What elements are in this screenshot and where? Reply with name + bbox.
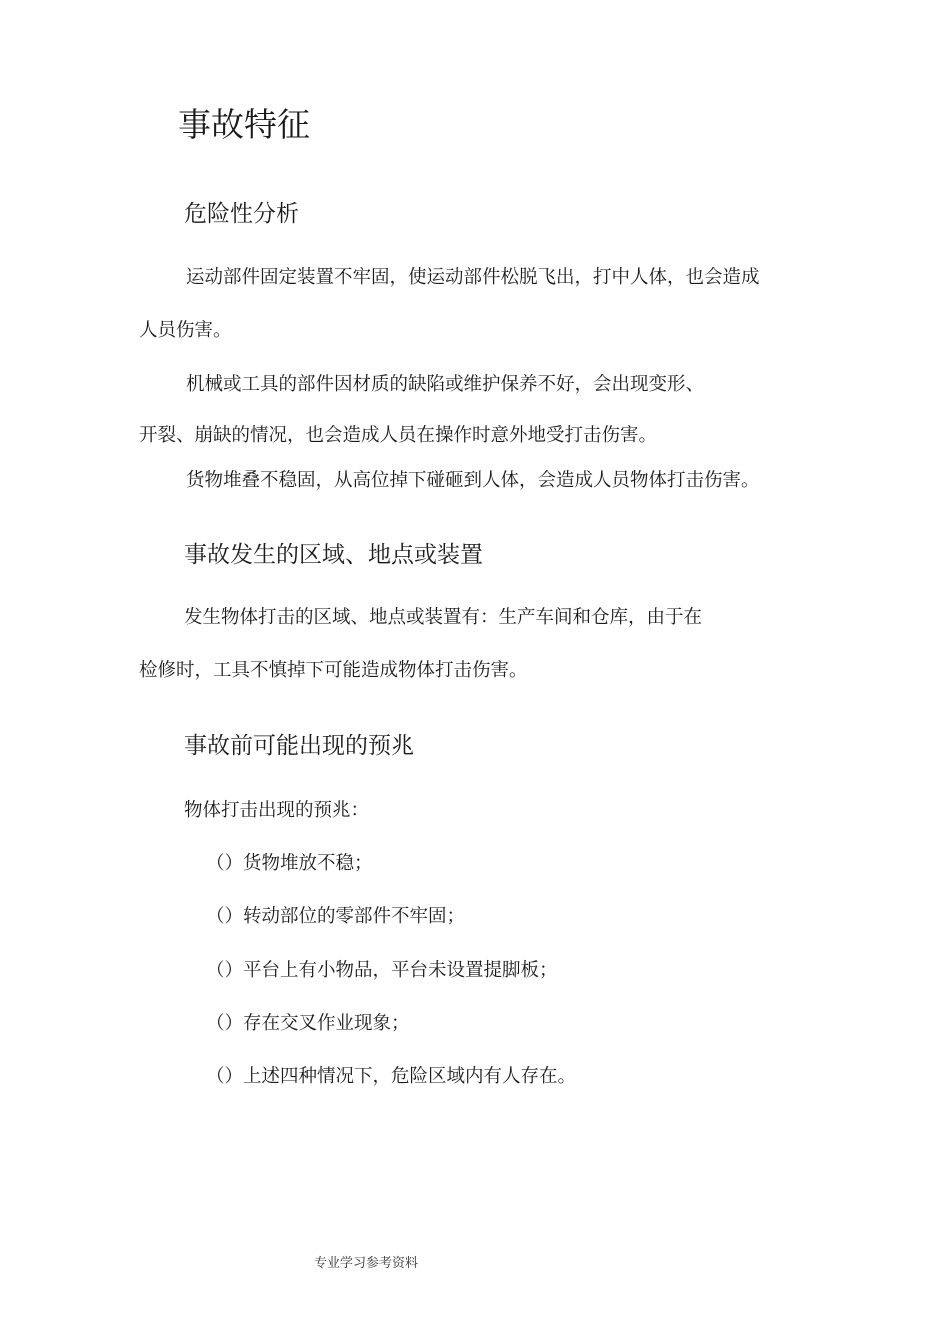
list-item: （）转动部位的零部件不牢固； (206, 906, 466, 927)
paragraph-line: 开裂、崩缺的情况，也会造成人员在操作时意外地受打击伤害。 (139, 425, 658, 446)
section-heading-accident-area: 事故发生的区域、地点或装置 (184, 542, 483, 568)
section-heading-hazard-analysis: 危险性分析 (184, 201, 299, 227)
paragraph-line: 检修时，工具不慎掉下可能造成物体打击伤害。 (139, 660, 528, 681)
list-item: （）存在交叉作业现象； (206, 1013, 410, 1034)
list-item: （）平台上有小物品，平台未设置提脚板； (206, 960, 558, 981)
paragraph-line: 人员伤害。 (139, 320, 232, 341)
intro-text: 物体打击出现的预兆： (184, 800, 370, 821)
paragraph-line: 机械或工具的部件因材质的缺陷或维护保养不好，会出现变形、 (186, 374, 705, 395)
page-footer: 专业学习参考资料 (314, 1256, 419, 1271)
paragraph-line: 货物堆叠不稳固，从高位掉下碰砸到人体，会造成人员物体打击伤害。 (186, 470, 760, 491)
paragraph-line: 发生物体打击的区域、地点或装置有：生产车间和仓库，由于在 (184, 607, 703, 628)
list-item: （）货物堆放不稳； (206, 853, 373, 874)
section-heading-warning-signs: 事故前可能出现的预兆 (184, 733, 414, 759)
paragraph-line: 运动部件固定装置不牢固，使运动部件松脱飞出，打中人体，也会造成 (186, 267, 760, 288)
page-title: 事故特征 (178, 105, 310, 144)
list-item: （）上述四种情况下，危险区域内有人存在。 (206, 1066, 577, 1087)
